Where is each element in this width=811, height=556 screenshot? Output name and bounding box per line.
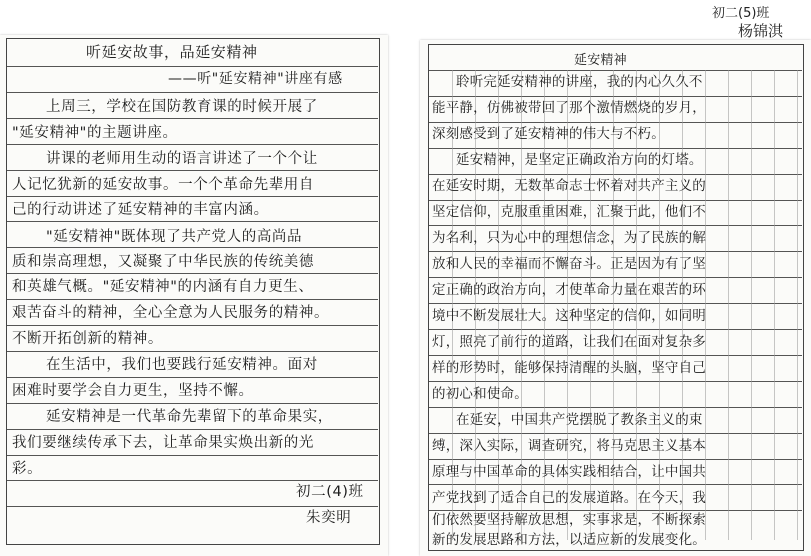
ruled-line <box>429 407 802 408</box>
left-essay-line: 讲课的老师用生动的语言讲述了一个个让 <box>46 151 318 167</box>
ruled-line <box>429 329 802 330</box>
ruled-line <box>429 225 802 226</box>
ruled-line <box>429 303 802 304</box>
ruled-line <box>7 221 378 222</box>
left-essay-line: 己的行动讲述了延安精神的丰富内涵。 <box>12 202 269 218</box>
ruled-line <box>429 484 802 485</box>
left-essay-line: "延安精神"既体现了共产党人的高尚品 <box>46 229 303 245</box>
ruled-line <box>7 325 378 326</box>
ruled-line <box>7 196 378 197</box>
left-essay-line: 延安精神是一代革命先辈留下的革命果实， <box>46 409 333 425</box>
ruled-line <box>7 273 378 274</box>
ruled-line <box>7 299 378 300</box>
left-essay-line: 困难时要学会自力更生，坚持不懈。 <box>12 383 254 399</box>
right-essay-line: 放和人民的幸福而不懈奋斗。正是因为有了坚 <box>432 256 706 272</box>
ruled-line <box>429 200 802 201</box>
ruled-line <box>7 506 378 507</box>
right-essay-line: 在延安，中国共产党摆脱了教条主义的束 <box>456 412 703 428</box>
right-essay-line: 深刻感受到了延安精神的伟大与不朽。 <box>432 126 665 142</box>
ruled-line <box>7 377 378 378</box>
ruled-line <box>7 455 378 456</box>
left-signature-name: 朱奕明 <box>306 510 352 526</box>
ruled-line <box>7 118 378 119</box>
ruled-line <box>429 459 802 460</box>
ruled-line <box>7 351 378 352</box>
ruled-line <box>429 277 802 278</box>
ruled-line <box>429 70 802 71</box>
ruled-line <box>429 122 802 123</box>
left-essay-line: 人记忆犹新的延安故事。一个个革命先辈用自 <box>12 177 314 193</box>
ruled-line <box>429 433 802 434</box>
ruled-line <box>429 174 802 175</box>
ruled-line <box>7 92 378 93</box>
left-signature-class: 初二(4)班 <box>296 484 364 500</box>
ruled-line <box>7 66 378 67</box>
column-guide <box>797 70 798 540</box>
right-essay-line: 聆听完延安精神的讲座，我的内心久久不 <box>456 74 703 90</box>
left-essay-line: 质和崇高理想，又凝聚了中华民族的传统美德 <box>12 254 314 270</box>
right-essay-line: 们依然要坚持解放思想，实事求是，不断探索 <box>432 512 706 528</box>
corner-name: 杨锦淇 <box>738 22 784 40</box>
left-essay-subtitle: ——听"延安精神"讲座有感 <box>168 71 343 87</box>
right-essay-line: 延安精神，是坚定正确政治方向的灯塔。 <box>456 152 703 168</box>
ruled-line <box>429 148 802 149</box>
column-guide <box>774 70 775 540</box>
right-essay-line: 定正确的政治方向，才使革命力量在艰苦的环 <box>432 282 706 298</box>
ruled-line <box>7 429 378 430</box>
right-essay-line: 灯，照亮了前行的道路，让我们在面对复杂多 <box>432 334 706 350</box>
right-essay-line: 能平静，仿佛被带回了那个激情燃烧的岁月， <box>432 100 706 116</box>
ruled-line <box>429 251 802 252</box>
left-essay-title: 听延安故事，品延安精神 <box>86 43 258 61</box>
right-essay-line: 样的形势时，能够保持清醒的头脑，坚守自己 <box>432 360 706 376</box>
ruled-line <box>7 480 378 481</box>
left-essay-line: 艰苦奋斗的精神，全心全意为人民服务的精神。 <box>12 305 330 321</box>
right-essay-line: 为名利，只为心中的理想信念，为了民族的解 <box>432 230 706 246</box>
ruled-line <box>429 381 802 382</box>
column-guide <box>728 70 729 540</box>
right-essay-line: 坚定信仰，克服重重困难，汇聚于此，他们不 <box>432 204 706 220</box>
ruled-line <box>7 403 378 404</box>
ruled-line <box>429 355 802 356</box>
ruled-line <box>7 144 378 145</box>
right-essay-line: 原理与中国革命的具体实践相结合，让中国共 <box>432 464 706 480</box>
column-guide <box>751 70 752 540</box>
corner-class-label: 初二(5)班 <box>712 6 770 21</box>
ruled-line <box>7 247 378 248</box>
right-essay-line: 缚，深入实际，调查研究，将马克思主义基本 <box>432 438 706 454</box>
right-essay-line: 产党找到了适合自己的发展道路。在今天，我 <box>432 490 706 506</box>
left-essay-line: 在生活中，我们也要践行延安精神。面对 <box>46 357 318 373</box>
ruled-line <box>7 170 378 171</box>
left-essay-line: 和英雄气概。"延安精神"的内涵有自力更生、 <box>12 279 314 295</box>
right-essay-line: 新的发展思路和方法，以适应新的发展变化。 <box>432 532 706 548</box>
right-essay-title: 延安精神 <box>574 53 627 68</box>
left-essay-line: "延安精神"的主题讲座。 <box>12 125 178 141</box>
right-essay-line: 境中不断发展壮大。这种坚定的信仰，如同明 <box>432 308 706 324</box>
left-essay-line: 不断开拓创新的精神。 <box>12 331 163 347</box>
left-essay-line: 我们要继续传承下去，让革命果实焕出新的光 <box>12 435 314 451</box>
right-essay-line: 在延安时期，无数革命志士怀着对共产主义的 <box>432 178 706 194</box>
right-essay-line: 的初心和使命。 <box>432 386 528 402</box>
ruled-line <box>429 96 802 97</box>
left-essay-line: 上周三，学校在国防教育课的时候开展了 <box>46 99 318 115</box>
left-essay-line: 彩。 <box>12 461 43 477</box>
